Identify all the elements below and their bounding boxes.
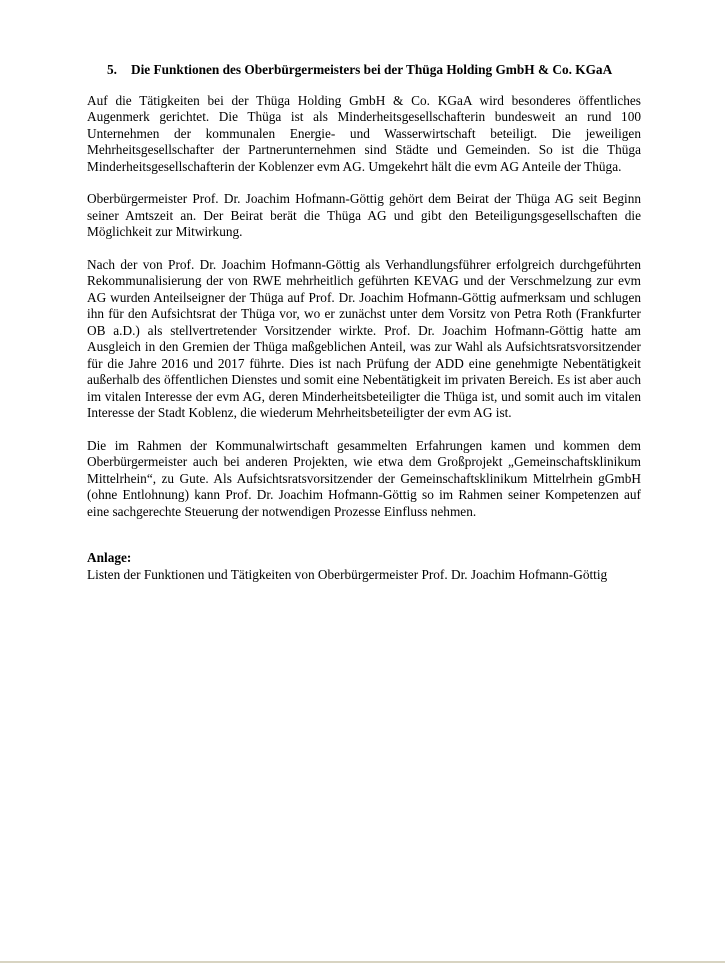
section-title: Die Funktionen des Oberbürgermeisters bei der Thüga Holding GmbH & Co. KGaA — [131, 62, 613, 77]
paragraph-thuega-overview: Auf die Tätigkeiten bei der Thüga Holding GmbH & Co. KGaA wird besonderes öffentliches Augenmerk gerichtet. Die Thüga ist als Minderheitsgesellschafterin bundesweit an rund 100 Unternehmen der kommunalen Energie- und Wasserwirtschaft beteiligt. Die jeweiligen Mehrheitsgesellschafter der Partnerunternehmen sind Städte und Gemeinden. So ist die Thüga Minderheitsgesellschafterin der Koblenzer evm AG. Umgekehrt hält die evm AG Anteile der Thüga. — [87, 92, 641, 174]
annex-label: Anlage: — [87, 550, 132, 565]
section-number: 5. — [107, 62, 117, 77]
paragraph-municipal-experience: Die im Rahmen der Kommunalwirtschaft gesammelten Erfahrungen kamen und kommen dem Oberbürgermeister auch bei anderen Projekten, wie etwa dem Großprojekt „Gemeinschaftsklinikum Mittelrhein“, zu Gute. Als Aufsichtsratsvorsitzender der Gemeinschaftsklinikum Mittelrhein gGmbH (ohne Entlohnung) kann Prof. Dr. Joachim Hofmann-Göttig so im Rahmen seiner Kompetenzen auf eine sachgerechte Steuerung der notwendigen Prozesse Einfluss nehmen. — [87, 437, 641, 519]
paragraph-supervisory-board: Nach der von Prof. Dr. Joachim Hofmann-Göttig als Verhandlungsführer erfolgreich durchgeführten Rekommunalisierung der von RWE mehrheitlich geführten KEVAG und der Verschmelzung zur evm AG wurden Anteilseigner der Thüga auf Prof. Dr. Joachim Hofmann-Göttig aufmerksam und schlugen ihn für den Aufsichtsrat der Thüga vor, wo er zunächst unter dem Vorsitz von Petra Roth (Frankfurter OB a.D.) als stellvertretender Vorsitzender wirkte. Prof. Dr. Joachim Hofmann-Göttig hatte am Ausgleich in den Gremien der Thüga maßgeblichen Anteil, was zur Wahl als Aufsichtsratsvorsitzender für die Jahre 2016 und 2017 führte. Dies ist nach Prüfung der ADD eine genehmigte Nebentätigkeit außerhalb des öffentlichen Dienstes und somit eine Nebentätigkeit im privaten Bereich. Es ist aber auch im vitalen Interesse der evm AG, deren Minderheitsbeteiligter die Thüga ist, und somit auch im vitalen Interesse der Stadt Koblenz, die wiederum Mehrheitsbeteiligter der evm AG ist. — [87, 256, 641, 420]
annex-block — [87, 550, 641, 583]
section-heading — [87, 62, 641, 79]
page-bottom-border — [0, 961, 725, 963]
page-content — [87, 62, 641, 583]
annex-text: Listen der Funktionen und Tätigkeiten von Oberbürgermeister Prof. Dr. Joachim Hofmann-Göttig — [87, 566, 608, 582]
paragraph-advisory-board: Oberbürgermeister Prof. Dr. Joachim Hofmann-Göttig gehört dem Beirat der Thüga AG seit Beginn seiner Amtszeit an. Der Beirat berät die Thüga AG und gibt den Beteiligungsgesellschaften die Möglichkeit zur Mitwirkung. — [87, 191, 641, 239]
